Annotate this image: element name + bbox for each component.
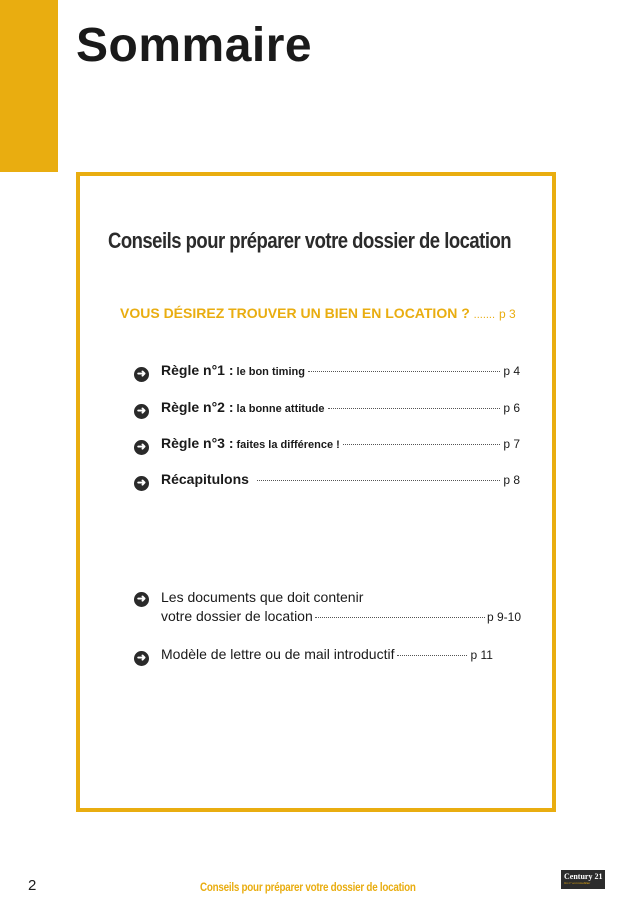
accent-side-bar (0, 0, 58, 172)
toc-row-regle-1[interactable] (134, 362, 520, 380)
section-label: VOUS DÉSIREZ TROUVER UN BIEN EN LOCATION ? (120, 305, 470, 321)
section-heading (120, 305, 520, 321)
arrow-circle-icon: ➜ (134, 592, 149, 607)
rule-description: le bon timing (236, 366, 305, 378)
dot-leader (397, 655, 467, 656)
page-number: 2 (28, 877, 37, 894)
toc-row-recapitulons[interactable] (134, 471, 520, 489)
rule-label: Règle n°3 : (161, 435, 234, 451)
rule-page-ref: p 4 (503, 364, 520, 378)
footer-title: Conseils pour préparer votre dossier de location (200, 880, 416, 894)
arrow-circle-icon: ➜ (134, 651, 149, 666)
toc-row-letter[interactable] (134, 646, 520, 664)
documents-line-1: Les documents que doit contenir (161, 589, 364, 605)
letter-page-ref: p 11 (470, 648, 493, 662)
rule-label: Récapitulons (161, 471, 249, 487)
dot-leader (343, 444, 500, 445)
arrow-circle-icon: ➜ (134, 440, 149, 455)
logo-tagline: Un n° en immobilier (564, 881, 591, 885)
rule-description: la bonne attitude (236, 403, 325, 415)
toc-row-documents[interactable] (134, 588, 534, 627)
dot-leader (308, 371, 500, 372)
documents-line-2-row (161, 607, 521, 627)
rule-page-ref: p 6 (503, 401, 520, 415)
rule-label: Règle n°1 : (161, 362, 234, 378)
dot-leader (328, 408, 501, 409)
rule-page-ref: p 7 (503, 437, 520, 451)
letter-label: Modèle de lettre ou de mail introductif (161, 646, 395, 662)
dot-leader (315, 617, 485, 618)
logo-mark: Century 21 (564, 872, 603, 881)
arrow-circle-icon: ➜ (134, 476, 149, 491)
dot-leader (257, 480, 500, 481)
documents-page-ref: p 9-10 (486, 610, 521, 624)
toc-row-regle-3[interactable] (134, 435, 520, 453)
arrow-circle-icon: ➜ (134, 404, 149, 419)
section-leader: ....... (473, 309, 496, 321)
contents-subtitle: Conseils pour préparer votre dossier de location (108, 228, 512, 253)
rule-label: Règle n°2 : (161, 399, 234, 415)
rule-description: faites la différence ! (236, 439, 340, 451)
arrow-circle-icon: ➜ (134, 367, 149, 382)
rule-page-ref: p 8 (503, 473, 520, 487)
century21-logo (561, 870, 605, 889)
contents-frame (76, 172, 556, 812)
toc-row-regle-2[interactable] (134, 399, 520, 417)
page-title: Sommaire (76, 19, 313, 72)
documents-line-2: votre dossier de location (161, 608, 313, 624)
section-page-ref: p 3 (498, 307, 516, 321)
